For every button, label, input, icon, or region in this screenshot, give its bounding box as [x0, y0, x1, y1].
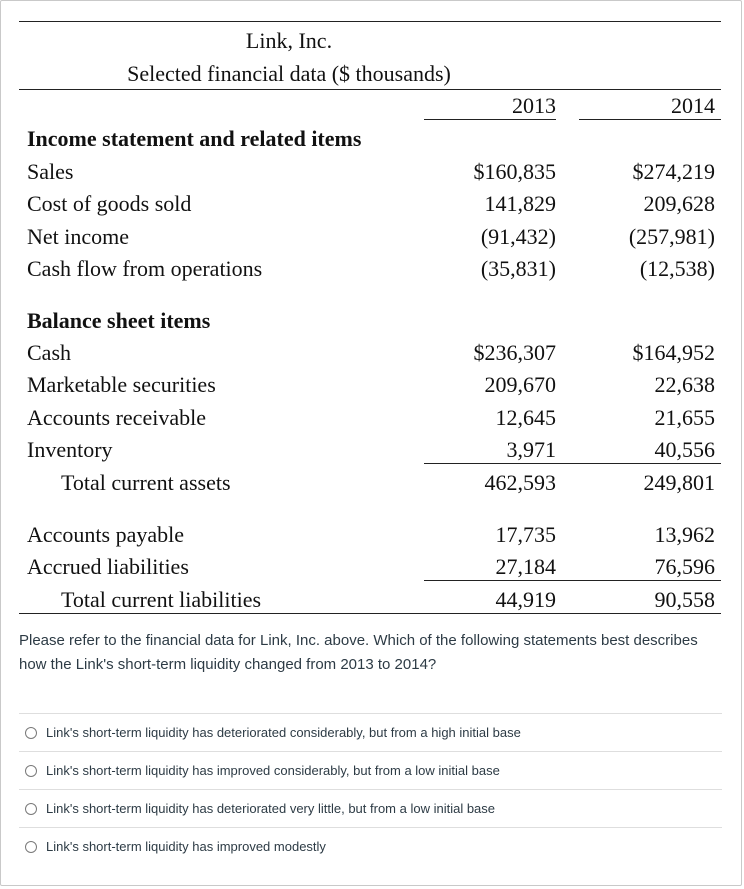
- bottom-rule: [19, 613, 721, 614]
- company-name: Link, Inc.: [245, 28, 333, 53]
- row-value-2014: $274,219: [632, 159, 715, 184]
- row-value-2013: 141,829: [484, 191, 556, 216]
- row-label: Cost of goods sold: [27, 191, 192, 216]
- total-current-liabilities-2013: 44,919: [495, 587, 556, 612]
- answer-option-label: Link's short-term liquidity has improved modestly: [46, 839, 326, 854]
- year-2014-underline: [579, 119, 721, 120]
- row-value-2014: 76,596: [654, 554, 715, 579]
- total-current-assets-2014: 249,801: [643, 470, 715, 495]
- row-value-2014: (12,538): [639, 256, 715, 281]
- answer-options: [19, 713, 722, 865]
- row-label: Marketable securities: [27, 372, 216, 397]
- row-value-2013: 17,735: [495, 522, 556, 547]
- answer-option[interactable]: [19, 827, 722, 865]
- answer-option[interactable]: [19, 751, 722, 789]
- radio-button-icon[interactable]: [25, 803, 37, 815]
- row-value-2013: 27,184: [495, 554, 556, 579]
- header-rule: [19, 89, 721, 90]
- balance-section-heading: Balance sheet items: [27, 308, 211, 333]
- row-value-2014: $164,952: [632, 340, 715, 365]
- row-label: Accrued liabilities: [27, 554, 189, 579]
- financial-table: [19, 21, 721, 615]
- row-value-2014: 209,628: [643, 191, 715, 216]
- total-current-liabilities-label: Total current liabilities: [61, 587, 262, 612]
- answer-option[interactable]: [19, 789, 722, 827]
- row-label: Cash flow from operations: [27, 256, 263, 281]
- year-2013-underline: [424, 119, 556, 120]
- row-value-2014: 21,655: [654, 405, 715, 430]
- liabilities-subtotal-rule: [424, 580, 721, 581]
- row-value-2014: 40,556: [654, 437, 715, 462]
- total-current-liabilities-2014: 90,558: [654, 587, 715, 612]
- year-2014-header: 2014: [671, 93, 715, 118]
- radio-button-icon[interactable]: [25, 841, 37, 853]
- row-value-2014: 22,638: [654, 372, 715, 397]
- row-value-2013: 209,670: [484, 372, 556, 397]
- answer-option[interactable]: [19, 713, 722, 751]
- row-value-2013: (35,831): [480, 256, 556, 281]
- assets-subtotal-rule: [424, 463, 721, 464]
- radio-button-icon[interactable]: [25, 727, 37, 739]
- row-label: Cash: [27, 340, 71, 365]
- row-value-2013: (91,432): [480, 224, 556, 249]
- table-subtitle: Selected financial data ($ thousands): [127, 61, 451, 86]
- question-text: Please refer to the financial data for Link, Inc. above. Which of the following statements best describes how the Link's short-term liquidity changed from 2013 to 2014?: [19, 632, 698, 673]
- row-value-2014: 13,962: [654, 522, 715, 547]
- top-rule: [19, 21, 721, 22]
- radio-button-icon[interactable]: [25, 765, 37, 777]
- total-current-assets-2013: 462,593: [484, 470, 556, 495]
- answer-option-label: Link's short-term liquidity has deteriorated very little, but from a low initial base: [46, 801, 496, 816]
- row-label: Accounts receivable: [27, 405, 206, 430]
- answer-option-label: Link's short-term liquidity has improved considerably, but from a low initial base: [46, 763, 500, 778]
- row-value-2013: 3,971: [506, 437, 556, 462]
- row-label: Inventory: [27, 437, 113, 462]
- row-label: Accounts payable: [27, 522, 184, 547]
- income-section-heading: Income statement and related items: [27, 126, 362, 151]
- answer-option-label: Link's short-term liquidity has deteriorated considerably, but from a high initial base: [46, 725, 521, 740]
- row-value-2014: (257,981): [628, 224, 715, 249]
- row-label: Net income: [27, 224, 130, 249]
- row-label: Sales: [27, 159, 74, 184]
- row-value-2013: $236,307: [473, 340, 556, 365]
- row-value-2013: 12,645: [495, 405, 556, 430]
- row-value-2013: $160,835: [473, 159, 556, 184]
- total-current-assets-label: Total current assets: [61, 470, 231, 495]
- year-2013-header: 2013: [512, 93, 556, 118]
